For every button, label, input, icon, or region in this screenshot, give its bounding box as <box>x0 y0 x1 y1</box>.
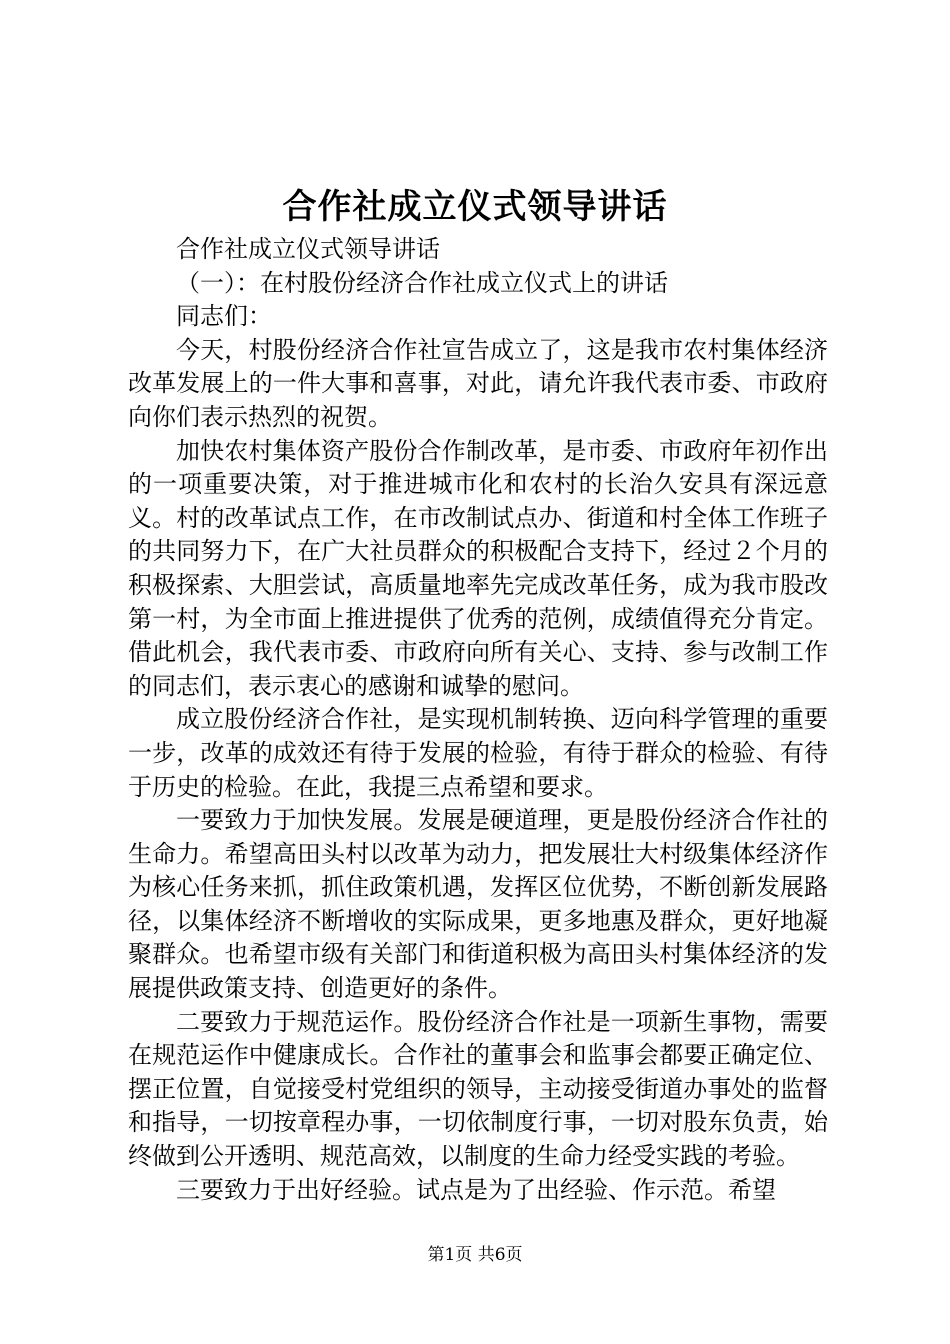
paragraph-subtitle: 合作社成立仪式领导讲话 <box>176 235 440 263</box>
paragraph-6: 三要致力于出好经验。试点是为了出经验、作示范。希望 <box>176 1175 776 1204</box>
document-body <box>128 233 828 1207</box>
paragraph-2: 加快农村集体资产股份合作制改革，是市委、市政府年初作出的一项重要决策，对于推进城市化和农村的长治久安具有深远意义。村的改革试点工作，在市改制试点办、街道和村全体工作班子的共同努力下，在广大社员群众的积极配合支持下，经过２个月的积极探索、大胆尝试，高质量地率先完成改革任务，成为我市股改第一村，为全市面上推进提供了优秀的范例，成绩值得充分肯定。借此机会，我代表市委、市政府向所有关心、支持、参与改制工作的同志们，表示衷心的感谢和诚挚的慰问。 <box>128 436 828 700</box>
paragraph-3: 成立股份经济合作社，是实现机制转换、迈向科学管理的重要一步，改革的成效还有待于发展的检验，有待于群众的检验、有待于历史的检验。在此，我提三点希望和要求。 <box>128 705 828 801</box>
paragraph-section-heading: （一）：在村股份经济合作社成立仪式上的讲话 <box>176 268 668 297</box>
page-footer: 第1页 共6页 <box>427 1245 523 1265</box>
paragraph-4: 一要致力于加快发展。发展是硬道理，更是股份经济合作社的生命力。希望高田头村以改革为动力，把发展壮大村级集体经济作为核心任务来抓，抓住政策机遇，发挥区位优势，不断创新发展路径，以集体经济不断增收的实际成果，更多地惠及群众，更好地凝聚群众。也希望市级有关部门和街道积极为高田头村集体经济的发展提供政策支持、创造更好的条件。 <box>128 806 828 1003</box>
paragraph-1: 今天，村股份经济合作社宣告成立了，这是我市农村集体经济改革发展上的一件大事和喜事，对此，请允许我代表市委、市政府向你们表示热烈的祝贺。 <box>128 335 828 431</box>
document-title: 合作社成立仪式领导讲话 <box>282 187 668 227</box>
paragraph-salutation: 同志们： <box>176 302 272 331</box>
paragraph-5: 二要致力于规范运作。股份经济合作社是一项新生事物，需要在规范运作中健康成长。合作社的董事会和监事会都要正确定位、摆正位置，自觉接受村党组织的领导，主动接受街道办事处的监督和指导，一切按章程办事，一切依制度行事，一切对股东负责，始终做到公开透明、规范高效，以制度的生命力经受实践的考验。 <box>128 1007 828 1171</box>
